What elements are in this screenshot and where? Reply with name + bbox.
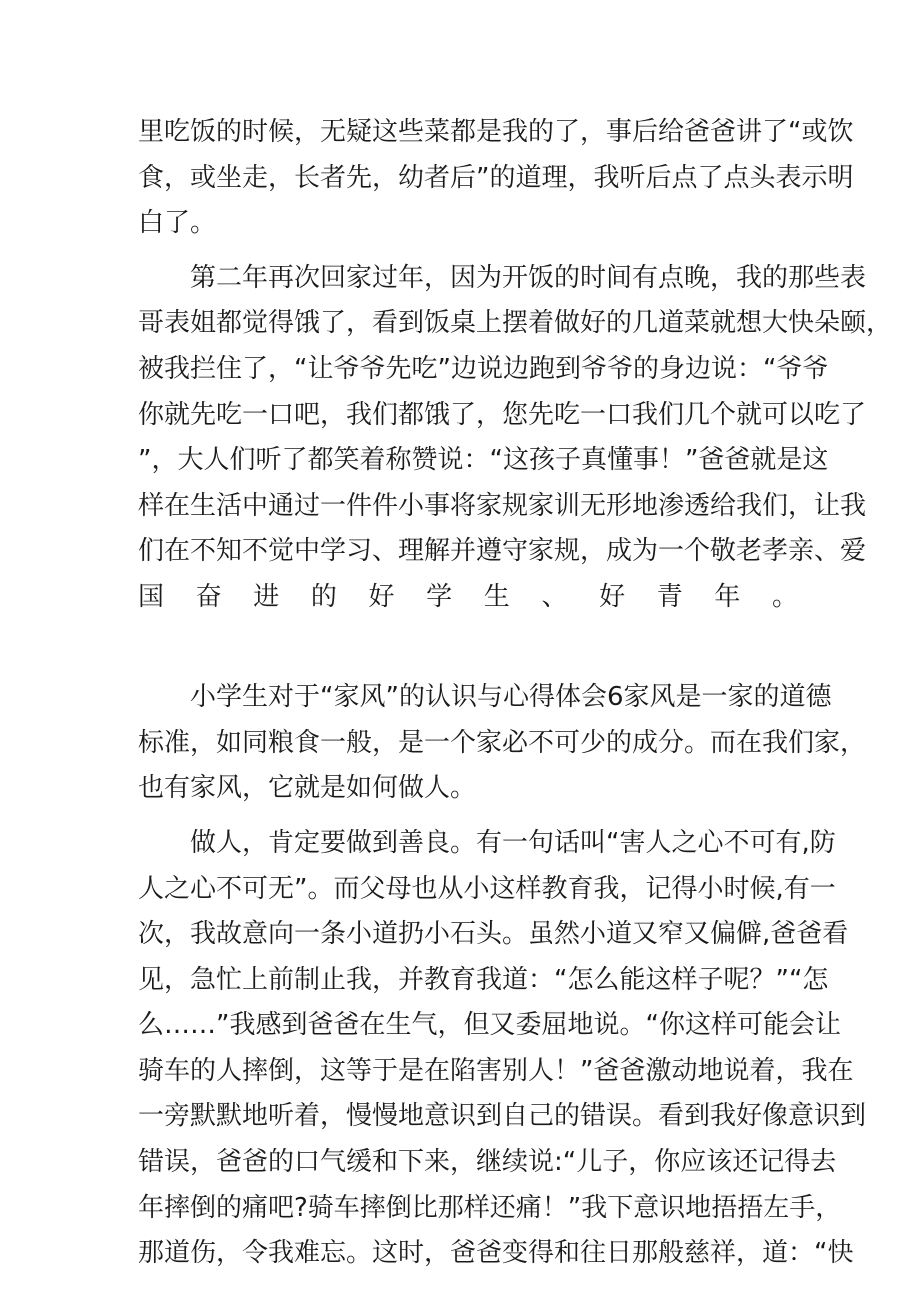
text-line: 年摔倒的痛吧?骑车摔倒比那样还痛！”我下意识地捂捂左手，	[138, 1192, 842, 1223]
text-line: 你就先吃一口吧，我们都饿了，您先吃一口我们几个就可以吃了	[138, 399, 867, 430]
text-line: 骑车的人摔倒，这等于是在陷害别人！”爸爸激动地说着，我在	[138, 1055, 854, 1086]
text-line: 么……”我感到爸爸在生气，但又委屈地说。“你这样可能会让	[138, 1010, 841, 1041]
text-line: 那道伤，令我难忘。这时，爸爸变得和往日那般慈祥，道：“快	[138, 1238, 854, 1269]
text-line: 标准，如同粮食一般，是一个家必不可少的成分。而在我们家，	[138, 727, 867, 758]
text-line: 被我拦住了，“让爷爷先吃”边说边跑到爷爷的身边说：“爷爷	[138, 353, 829, 384]
text-line: 做人，肯定要做到善良。有一句话叫“害人之心不可有,防	[190, 827, 836, 858]
text-line: 小学生对于“家风”的认识与心得体会6家风是一家的道德	[190, 682, 832, 713]
text-line: 第二年再次回家过年，因为开饭的时间有点晚，我的那些表	[190, 262, 867, 293]
text-line: 们在不知不觉中学习、理解并遵守家规，成为一个敬老孝亲、爱	[138, 536, 867, 567]
paragraph-3	[138, 675, 867, 812]
text-line: 人之心不可无”。而父母也从小这样教育我，记得小时候,有一	[138, 873, 836, 904]
text-line: 里吃饭的时候，无疑这些菜都是我的了，事后给爸爸讲了“或饮	[138, 117, 854, 147]
text-line: 错误，爸爸的口气缓和下来，继续说:“儿子，你应该还记得去	[138, 1147, 837, 1178]
text-line: 白了。	[138, 208, 217, 239]
text-line: 见，急忙上前制止我，并教育我道：“怎么能这样子呢？”“怎	[138, 964, 829, 995]
paragraph-4	[138, 821, 867, 1277]
text-line: 食，或坐走，长者先，幼者后”的道理，我听后点了点头表示明	[138, 162, 854, 193]
text-line: 哥表姐都觉得饿了，看到饭桌上摆着做好的几道菜就想大快朵颐，	[138, 308, 893, 339]
text-line	[138, 621, 798, 667]
document-body	[138, 110, 893, 1277]
text-line: 一旁默默地听着，慢慢地意识到自己的错误。看到我好像意识到	[138, 1101, 867, 1132]
text-line: 国奋进的好学生、好青年。	[138, 581, 798, 612]
text-line: 也有家风，它就是如何做人。	[138, 773, 477, 804]
text-line: ”，大人们听了都笑着称赞说：“这孩子真懂事！”爸爸就是这	[138, 445, 829, 476]
paragraph-2	[138, 256, 893, 666]
text-line: 次，我故意向一条小道扔小石头。虽然小道又窄又偏僻,爸爸看	[138, 919, 849, 950]
paragraph-1	[138, 110, 854, 247]
text-line: 样在生活中通过一件件小事将家规家训无形地渗透给我们，让我	[138, 490, 867, 521]
